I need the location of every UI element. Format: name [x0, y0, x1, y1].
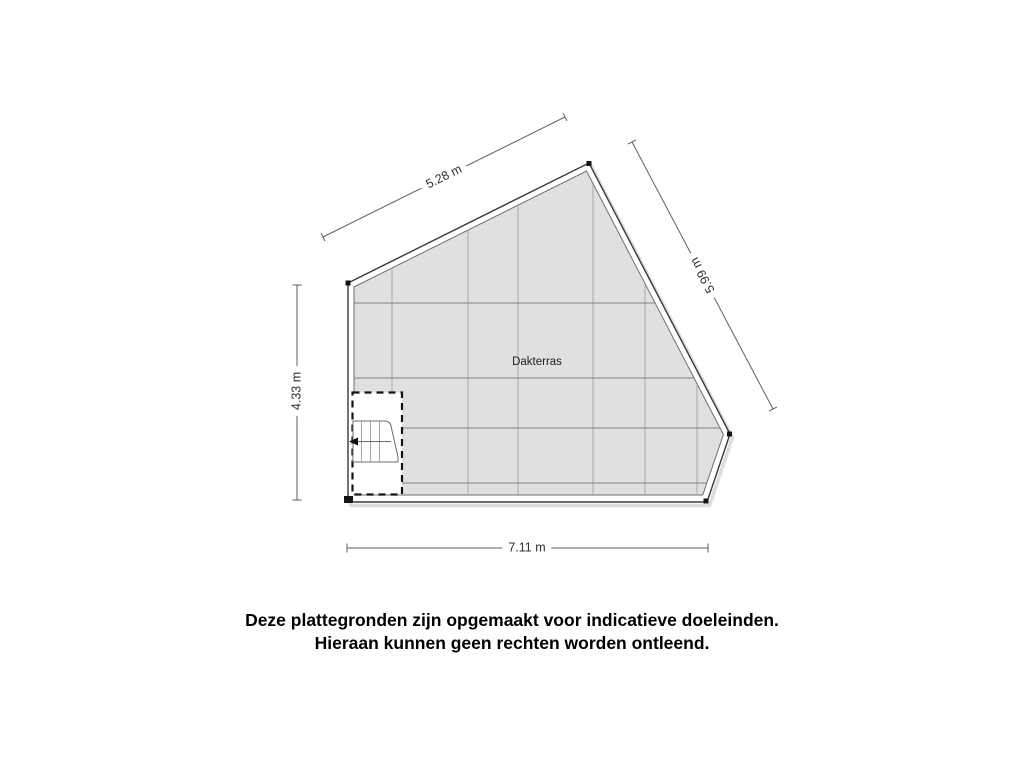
dimension-label-left: 4.33 m	[290, 366, 305, 416]
room-label: Dakterras	[512, 356, 562, 368]
disclaimer-line-1: Deze plattegronden zijn opgemaakt voor indicatieve doeleinden.	[245, 610, 779, 630]
staircase	[349, 421, 398, 462]
dimension-label-top: 5.28 m	[418, 159, 470, 195]
disclaimer-line-2: Hieraan kunnen geen rechten worden ontleend.	[314, 633, 710, 653]
disclaimer	[0, 609, 1024, 655]
dimension-label-bottom: 7.11 m	[502, 541, 551, 556]
dimension-label-right: 5.99 m	[685, 249, 722, 300]
terrace-floor	[354, 171, 723, 495]
